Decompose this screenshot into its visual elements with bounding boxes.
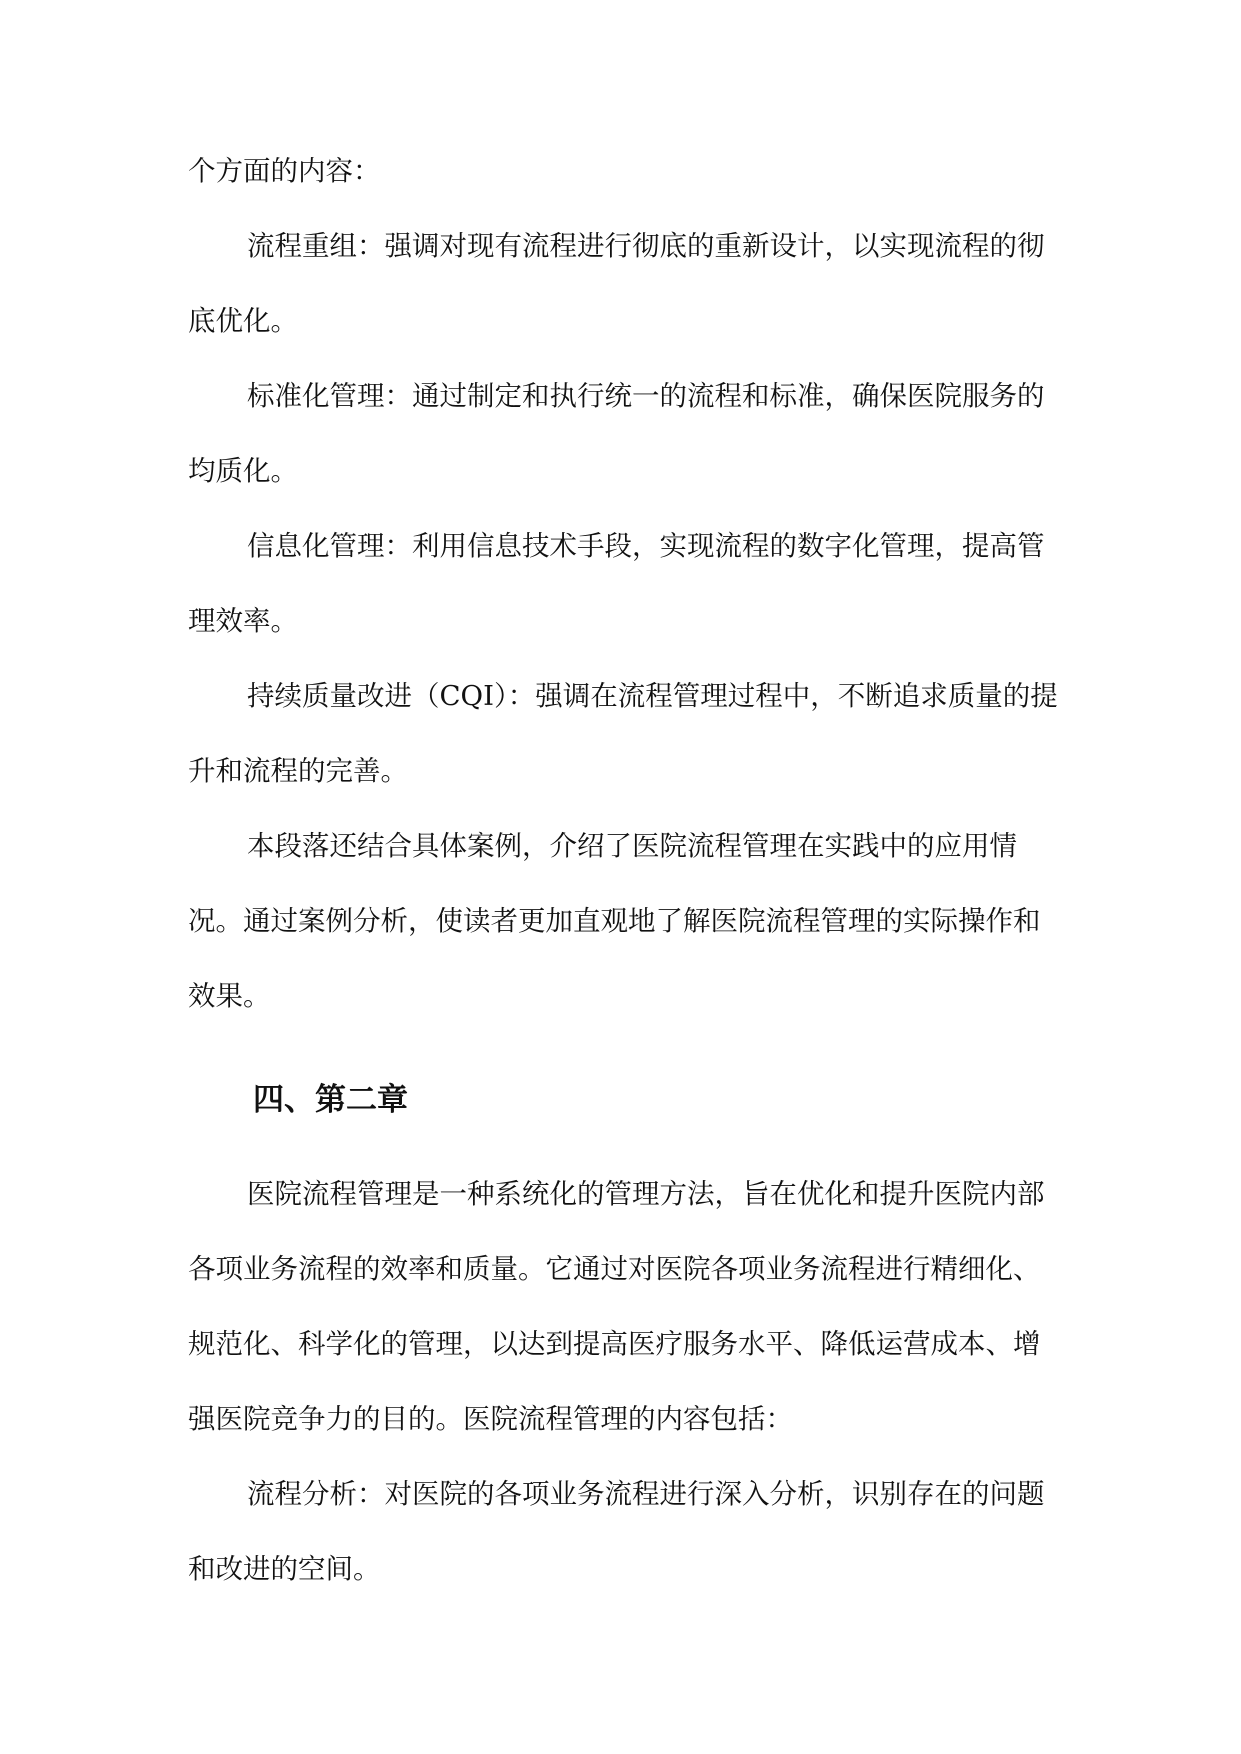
paragraph-chapter-intro: 医院流程管理是一种系统化的管理方法，旨在优化和提升医院内部各项业务流程的效率和质量。它通过对医院各项业务流程进行精细化、规范化、科学化的管理，以达到提高医疗服务水平、降低运营成本、增强医院竞争力的目的。医院流程管理的内容包括： [188,1178,1045,1435]
paragraph-cqi: 持续质量改进（CQI）：强调在流程管理过程中，不断追求质量的提升和流程的完善。 [188,680,1058,787]
paragraph-process-reengineering: 流程重组：强调对现有流程进行彻底的重新设计，以实现流程的彻底优化。 [188,230,1045,337]
paragraph-standardization: 标准化管理：通过制定和执行统一的流程和标准，确保医院服务的均质化。 [188,380,1045,487]
paragraph-process-analysis: 流程分析：对医院的各项业务流程进行深入分析，识别存在的问题和改进的空间。 [188,1478,1045,1585]
paragraph-case-study: 本段落还结合具体案例，介绍了医院流程管理在实践中的应用情况。通过案例分析，使读者更加直观地了解医院流程管理的实际操作和效果。 [188,830,1041,1012]
section-heading: 四、第二章 [253,1082,408,1118]
paragraph-continuation: 个方面的内容： [188,155,381,187]
paragraph-informatization: 信息化管理：利用信息技术手段，实现流程的数字化管理，提高管理效率。 [188,530,1045,637]
